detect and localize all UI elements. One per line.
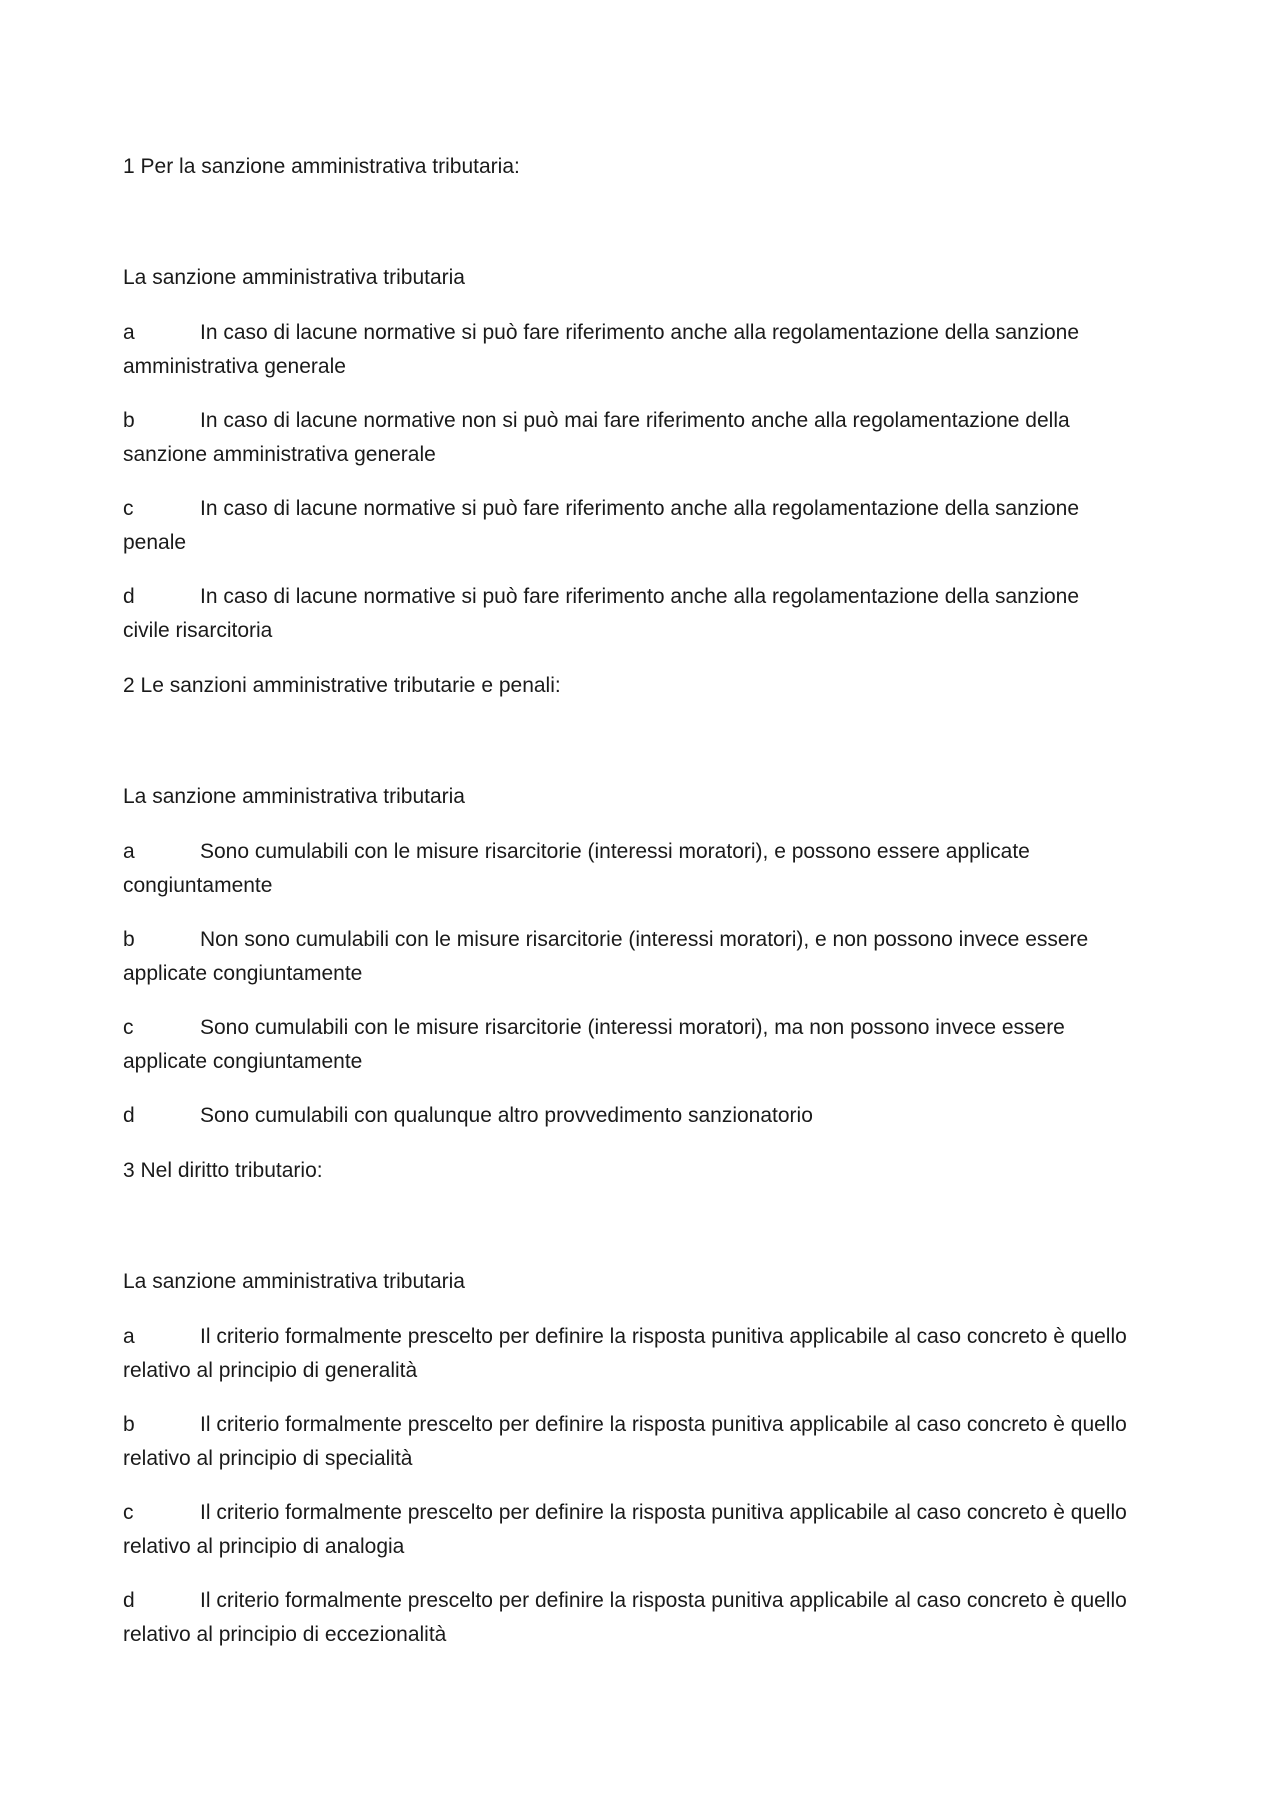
option-letter: a xyxy=(123,840,135,863)
option-b xyxy=(123,1408,1130,1476)
question-subtitle: La sanzione amministrativa tributaria xyxy=(123,1270,465,1293)
option-text: In caso di lacune normative si può fare riferimento anche alla regolamentazione della sanzione civile risarcitoria xyxy=(123,585,1080,642)
option-letter: d xyxy=(123,1589,135,1612)
option-letter: a xyxy=(123,321,135,344)
option-letter: a xyxy=(123,1325,135,1348)
option-c xyxy=(123,1496,1130,1564)
option-text: Sono cumulabili con le misure risarcitorie (interessi moratori), e possono essere applicate congiuntamente xyxy=(123,840,1030,897)
option-d xyxy=(123,580,1130,648)
option-b xyxy=(123,404,1130,472)
option-letter: b xyxy=(123,928,135,951)
option-letter: b xyxy=(123,409,135,432)
question-subtitle: La sanzione amministrativa tributaria xyxy=(123,785,465,808)
option-text: In caso di lacune normative si può fare riferimento anche alla regolamentazione della sanzione penale xyxy=(123,497,1080,554)
option-a xyxy=(123,316,1130,384)
option-b xyxy=(123,923,1130,991)
option-text: Il criterio formalmente prescelto per definire la risposta punitiva applicabile al caso concreto è quello relativo al principio di specialità xyxy=(123,1413,1127,1470)
question-1 xyxy=(123,150,1130,648)
question-title: 2 Le sanzioni amministrative tributarie e penali: xyxy=(123,674,561,697)
option-letter: c xyxy=(123,1501,134,1524)
option-text: Sono cumulabili con qualunque altro provvedimento sanzionatorio xyxy=(200,1104,813,1127)
option-c xyxy=(123,492,1130,560)
option-text: Non sono cumulabili con le misure risarcitorie (interessi moratori), e non possono invece essere applicate congiuntamente xyxy=(123,928,1089,985)
option-text: In caso di lacune normative non si può mai fare riferimento anche alla regolamentazione della sanzione amministrativa generale xyxy=(123,409,1070,466)
option-a xyxy=(123,1320,1130,1388)
option-text: Il criterio formalmente prescelto per definire la risposta punitiva applicabile al caso concreto è quello relativo al principio di generalità xyxy=(123,1325,1127,1382)
option-text: Il criterio formalmente prescelto per definire la risposta punitiva applicabile al caso concreto è quello relativo al principio di analogia xyxy=(123,1501,1127,1558)
option-a xyxy=(123,835,1130,903)
option-letter: c xyxy=(123,1016,134,1039)
option-c xyxy=(123,1011,1130,1079)
option-text: In caso di lacune normative si può fare riferimento anche alla regolamentazione della sanzione amministrativa generale xyxy=(123,321,1080,378)
question-title: 3 Nel diritto tributario: xyxy=(123,1159,323,1182)
option-d xyxy=(123,1099,1130,1133)
option-d xyxy=(123,1584,1130,1652)
option-text: Il criterio formalmente prescelto per definire la risposta punitiva applicabile al caso concreto è quello relativo al principio di eccezionalità xyxy=(123,1589,1127,1646)
option-letter: d xyxy=(123,585,135,608)
option-letter: d xyxy=(123,1104,135,1127)
question-title: 1 Per la sanzione amministrativa tributaria: xyxy=(123,155,520,178)
question-2 xyxy=(123,669,1130,1133)
question-subtitle: La sanzione amministrativa tributaria xyxy=(123,266,465,289)
option-letter: c xyxy=(123,497,134,520)
option-letter: b xyxy=(123,1413,135,1436)
question-3 xyxy=(123,1154,1130,1652)
option-text: Sono cumulabili con le misure risarcitorie (interessi moratori), ma non possono invece essere applicate congiuntamente xyxy=(123,1016,1065,1073)
